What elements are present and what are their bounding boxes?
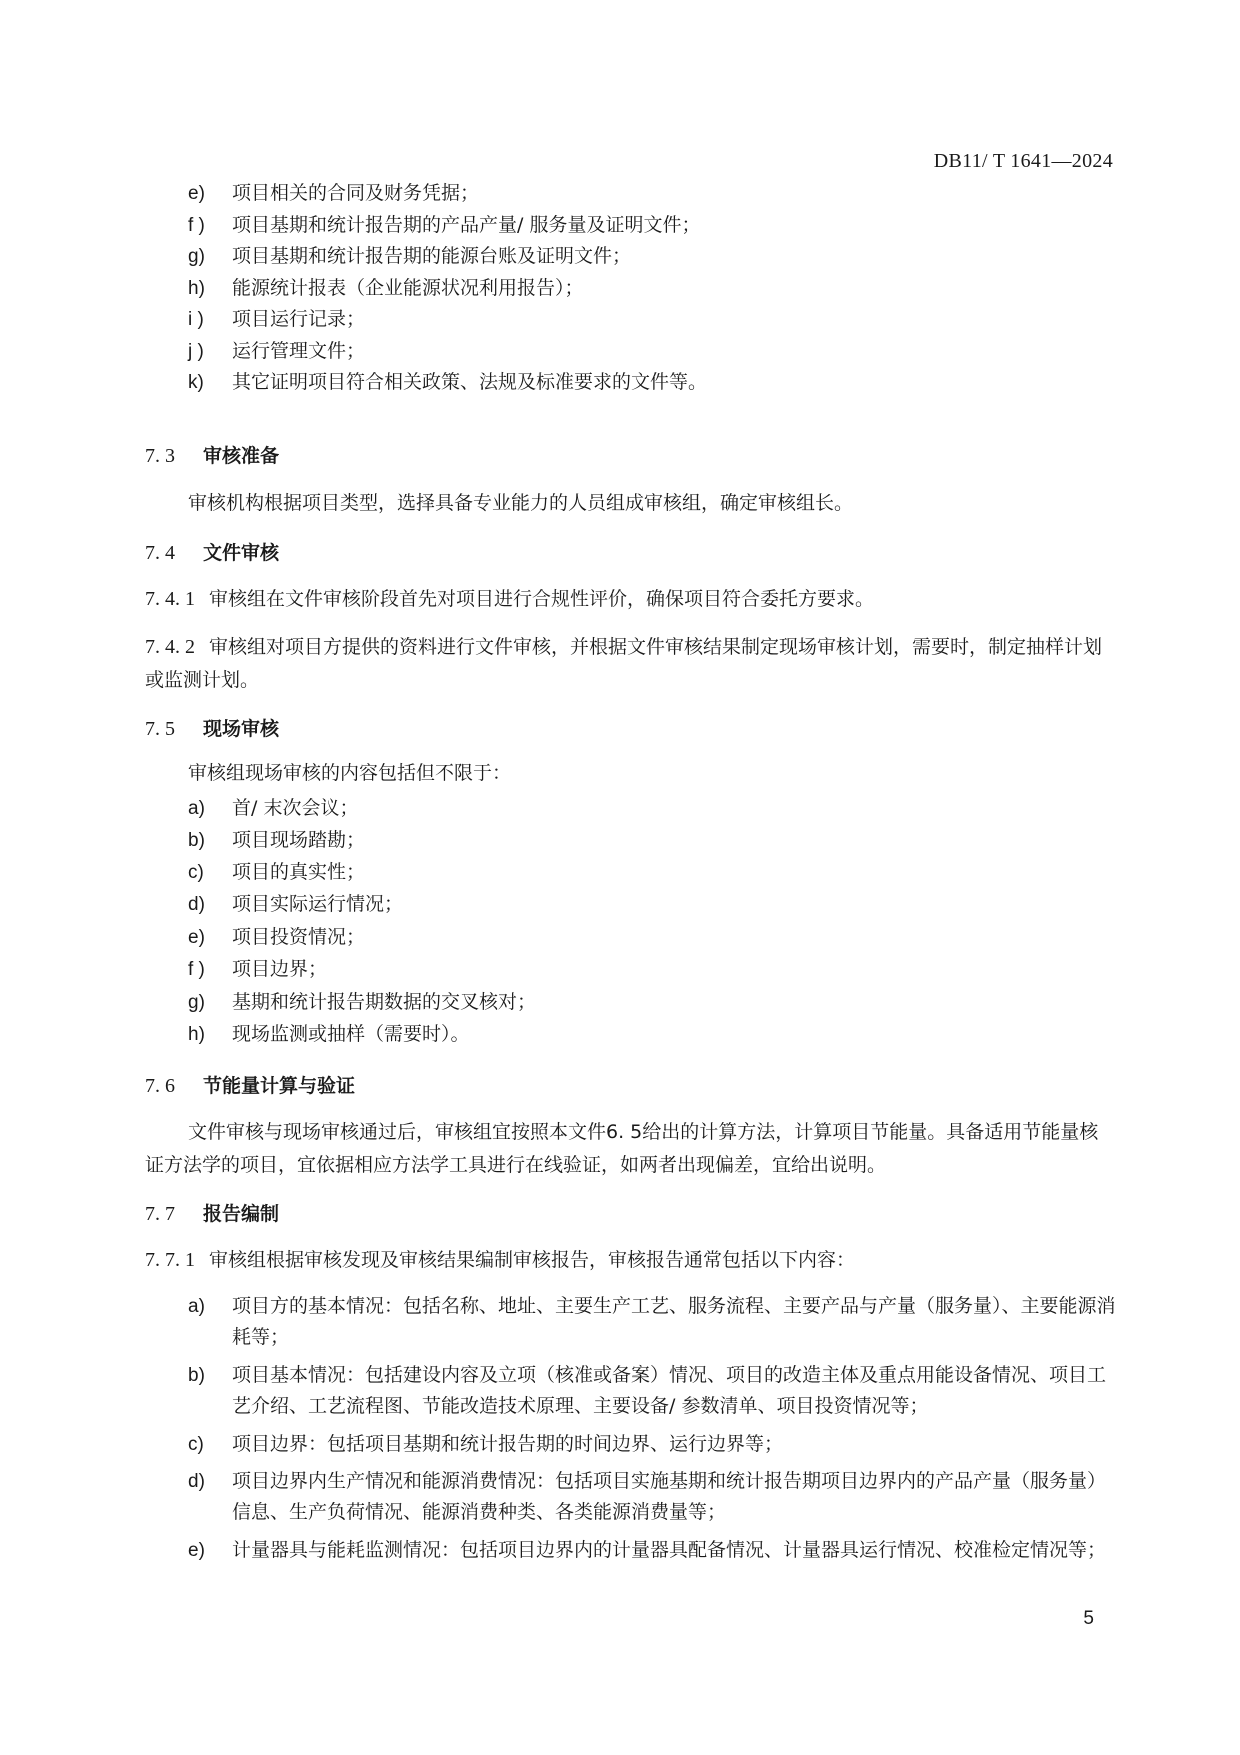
list-item-label: e) [188, 1540, 205, 1561]
paragraph: 审核机构根据项目类型，选择具备专业能力的人员组成审核组，确定审核组长。 [188, 492, 854, 514]
list-item [188, 1291, 1118, 1353]
list-item [188, 857, 1118, 888]
list-item-label: g) [188, 246, 205, 267]
list-item [188, 241, 1118, 272]
paragraph-text: 审核组对项目方提供的资料进行文件审核，并根据文件审核结果制定现场审核计划，需要时，制定抽样计划或监测计划。 [145, 636, 1103, 691]
list-item [188, 273, 1118, 304]
list-item [188, 336, 1118, 367]
list-item-label: j ) [188, 341, 204, 362]
paragraph-text: 审核组在文件审核阶段首先对项目进行合规性评价，确保项目符合委托方要求。 [209, 588, 875, 610]
list-item-text: 项目边界：包括项目基期和统计报告期的时间边界、运行边界等； [232, 1433, 784, 1455]
list-item-text: 项目的真实性； [232, 861, 366, 883]
list-item-label: f ) [188, 959, 205, 980]
list-item [188, 987, 1118, 1018]
list-item-text: 项目基期和统计报告期的能源台账及证明文件； [232, 245, 632, 267]
list-item-text: 项目方的基本情况：包括名称、地址、主要生产工艺、服务流程、主要产品与产量（服务量）、主要能源消耗等； [232, 1295, 1116, 1348]
list-item-label: k) [188, 372, 204, 393]
list-item [188, 889, 1118, 920]
list-item-label: f ) [188, 215, 205, 236]
numbered-paragraph [145, 631, 1117, 697]
list-item-text: 项目运行记录； [232, 308, 366, 330]
list-item-label: h) [188, 1024, 205, 1045]
list-item-label: c) [188, 1434, 204, 1455]
page-number: 5 [1083, 1608, 1094, 1629]
list-item-label: g) [188, 992, 205, 1013]
list-item [188, 1360, 1118, 1422]
section-heading-7-5 [145, 714, 279, 744]
list-item-text: 现场监测或抽样（需要时）。 [232, 1023, 470, 1045]
list-item-text: 项目基本情况：包括建设内容及立项（核准或备案）情况、项目的改造主体及重点用能设备情况、项目工艺介绍、工艺流程图、节能改造技术原理、主要设备/ 参数清单、项目投资情况等； [232, 1364, 1107, 1417]
list-item-label: d) [188, 894, 205, 915]
list-item-text: 项目边界内生产情况和能源消费情况：包括项目实施基期和统计报告期项目边界内的产品产量（服务量）信息、生产负荷情况、能源消费种类、各类能源消费量等； [232, 1470, 1107, 1523]
list-item [188, 1019, 1118, 1050]
list-item [188, 954, 1118, 985]
list-item-text: 项目实际运行情况； [232, 893, 404, 915]
section-number: 7. 5 [145, 718, 175, 740]
list-item-text: 项目基期和统计报告期的产品产量/ 服务量及证明文件； [232, 214, 701, 236]
list-item [188, 210, 1118, 241]
list-item [188, 178, 1118, 209]
list-item-label: e) [188, 183, 205, 204]
paragraph: 文件审核与现场审核通过后，审核组宜按照本文件6. 5给出的计算方法，计算项目节能量。具备适用节能量核证方法学的项目，宜依据相应方法学工具进行在线验证，如两者出现偏差，宜给出说明。 [145, 1121, 1099, 1176]
paragraph-number: 7. 7. 1 [145, 1249, 195, 1271]
list-item-label: a) [188, 1296, 205, 1317]
list-item-text: 计量器具与能耗监测情况：包括项目边界内的计量器具配备情况、计量器具运行情况、校准检定情况等； [232, 1539, 1107, 1561]
list-item-text: 项目相关的合同及财务凭据； [232, 182, 480, 204]
paragraph-number: 7. 4. 2 [145, 636, 195, 658]
list-item [188, 1466, 1118, 1528]
document-id-header: DB11/ T 1641—2024 [933, 150, 1113, 172]
section-title: 现场审核 [203, 718, 280, 740]
list-item-text: 其它证明项目符合相关政策、法规及标准要求的文件等。 [232, 371, 708, 393]
list-item-text: 首/ 末次会议； [232, 797, 359, 819]
numbered-paragraph [145, 583, 1117, 616]
section-number: 7. 7 [145, 1203, 175, 1225]
list-item [188, 1535, 1118, 1566]
list-item-text: 能源统计报表（企业能源状况利用报告）； [232, 277, 584, 299]
paragraph: 审核组现场审核的内容包括但不限于： [188, 762, 512, 784]
section-heading-7-3 [145, 441, 279, 471]
list-item-label: b) [188, 1365, 205, 1386]
list-item-text: 基期和统计报告期数据的交叉核对； [232, 991, 537, 1013]
list-item-label: d) [188, 1471, 205, 1492]
list-item-label: h) [188, 278, 205, 299]
section-title: 审核准备 [203, 445, 280, 467]
list-item-text: 项目边界； [232, 958, 328, 980]
list-item-text: 项目投资情况； [232, 926, 366, 948]
list-item [188, 304, 1118, 335]
list-item [188, 825, 1118, 856]
section-number: 7. 6 [145, 1075, 175, 1097]
section-number: 7. 4 [145, 542, 175, 564]
paragraph-number: 7. 4. 1 [145, 588, 195, 610]
section-number: 7. 3 [145, 445, 175, 467]
list-item-label: i ) [188, 309, 204, 330]
list-item [188, 367, 1118, 398]
section-title: 文件审核 [203, 542, 280, 564]
list-item-text: 项目现场踏勘； [232, 829, 366, 851]
numbered-paragraph [145, 1244, 1117, 1277]
section-title: 节能量计算与验证 [203, 1075, 356, 1097]
list-item-label: b) [188, 830, 205, 851]
section-heading-7-6 [145, 1071, 355, 1101]
list-item-label: c) [188, 862, 204, 883]
list-item [188, 922, 1118, 953]
list-item-label: a) [188, 798, 205, 819]
section-heading-7-7 [145, 1199, 279, 1229]
list-item [188, 1429, 1118, 1460]
section-title: 报告编制 [203, 1203, 280, 1225]
list-item-text: 运行管理文件； [232, 340, 366, 362]
list-item-label: e) [188, 927, 205, 948]
paragraph-text: 审核组根据审核发现及审核结果编制审核报告，审核报告通常包括以下内容： [209, 1249, 856, 1271]
section-heading-7-4 [145, 538, 279, 568]
list-item [188, 793, 1118, 824]
